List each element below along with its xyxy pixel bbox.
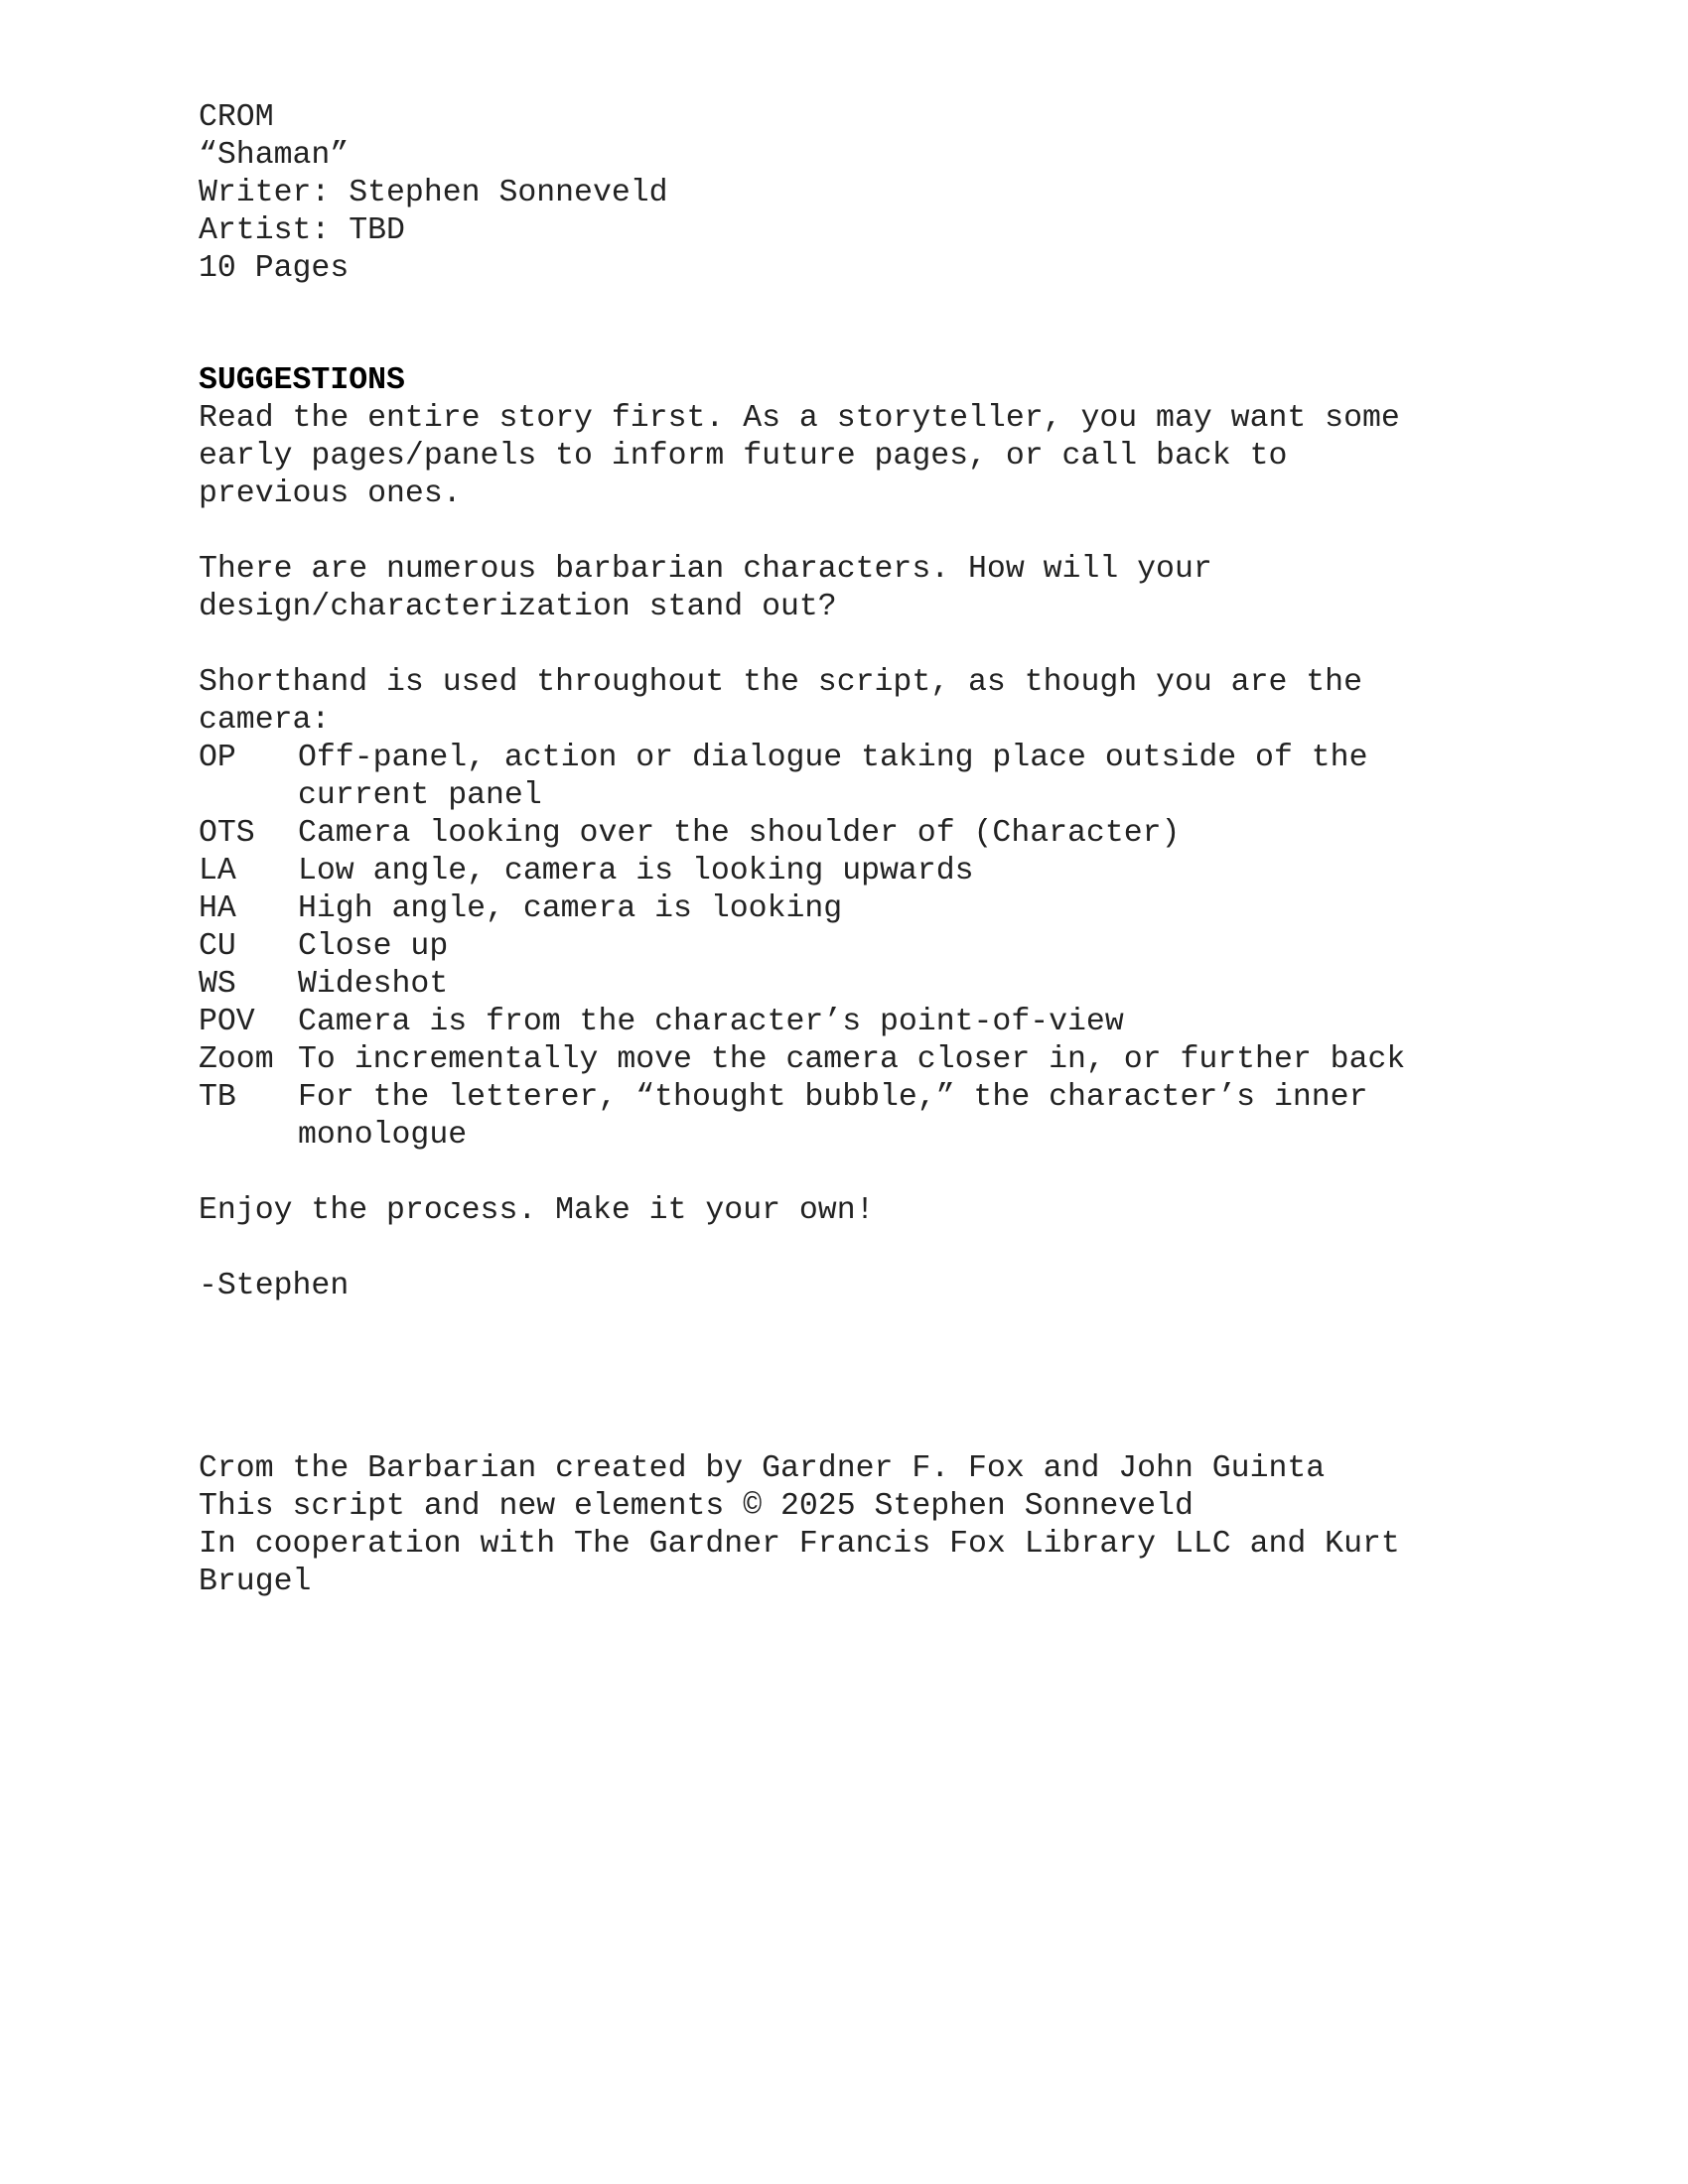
shorthand-item (199, 1004, 1499, 1041)
shorthand-abbr: LA (199, 854, 236, 888)
shorthand-list (199, 740, 1499, 1155)
shorthand-abbr: OTS (199, 816, 255, 851)
blank-line (199, 513, 1499, 551)
shorthand-abbr: TB (199, 1080, 236, 1115)
shorthand-abbr: WS (199, 967, 236, 1002)
shorthand-definition: Camera is from the character’s point-of-view (298, 1005, 1124, 1039)
blank-line (199, 1155, 1499, 1192)
shorthand-abbr: OP (199, 741, 236, 775)
paragraph-read-story-line-3: previous ones. (199, 477, 462, 511)
shorthand-item (199, 928, 1499, 966)
shorthand-definition: To incrementally move the camera closer in, or further back (298, 1042, 1406, 1077)
shorthand-item (199, 853, 1499, 890)
credits-line-4: Brugel (199, 1565, 312, 1599)
paragraph-shorthand-line-1: Shorthand is used throughout the script, as though you are the (199, 665, 1362, 700)
shorthand-definition: Off-panel, action or dialogue taking place outside of the current panel (298, 741, 1368, 813)
shorthand-definition: High angle, camera is looking (298, 891, 843, 926)
shorthand-abbr: POV (199, 1005, 255, 1039)
credits-line-2: This script and new elements © 2025 Stephen Sonneveld (199, 1489, 1194, 1524)
paragraph-shorthand-line-2: camera: (199, 703, 331, 738)
shorthand-abbr: CU (199, 929, 236, 964)
signature: -Stephen (199, 1269, 350, 1303)
shorthand-item (199, 1079, 1499, 1155)
credits-line-1: Crom the Barbarian created by Gardner F. Fox and John Guinta (199, 1451, 1326, 1486)
credits-block (199, 1450, 1499, 1601)
paragraph-read-story-line-2: early pages/panels to inform future pages, or call back to (199, 439, 1288, 474)
shorthand-item (199, 1041, 1499, 1079)
title-block (199, 99, 1499, 288)
shorthand-abbr: HA (199, 891, 236, 926)
shorthand-item (199, 890, 1499, 928)
blank-line (199, 626, 1499, 664)
shorthand-definition: For the letterer, “thought bubble,” the character’s inner monologue (298, 1080, 1368, 1153)
suggestions-section (199, 362, 1499, 1305)
story-title: “Shaman” (199, 138, 350, 173)
series-title: CROM (199, 100, 274, 135)
credits-line-3: In cooperation with The Gardner Francis Fox Library LLC and Kurt (199, 1527, 1400, 1562)
shorthand-item (199, 966, 1499, 1004)
paragraph-barbarians-line-2: design/characterization stand out? (199, 590, 837, 624)
paragraph-read-story-line-1: Read the entire story first. As a storyteller, you may want some (199, 401, 1400, 436)
artist-credit: Artist: TBD (199, 213, 405, 248)
blank-line (199, 1230, 1499, 1268)
shorthand-item (199, 740, 1499, 815)
writer-credit: Writer: Stephen Sonneveld (199, 176, 668, 210)
closing-line: Enjoy the process. Make it your own! (199, 1193, 875, 1228)
shorthand-definition: Low angle, camera is looking upwards (298, 854, 974, 888)
shorthand-definition: Camera looking over the shoulder of (Character) (298, 816, 1181, 851)
suggestions-heading: SUGGESTIONS (199, 363, 405, 398)
shorthand-definition: Close up (298, 929, 449, 964)
shorthand-definition: Wideshot (298, 967, 449, 1002)
page-count: 10 Pages (199, 251, 350, 286)
shorthand-item (199, 815, 1499, 853)
shorthand-abbr: Zoom (199, 1042, 274, 1077)
paragraph-barbarians-line-1: There are numerous barbarian characters. How will your (199, 552, 1212, 587)
